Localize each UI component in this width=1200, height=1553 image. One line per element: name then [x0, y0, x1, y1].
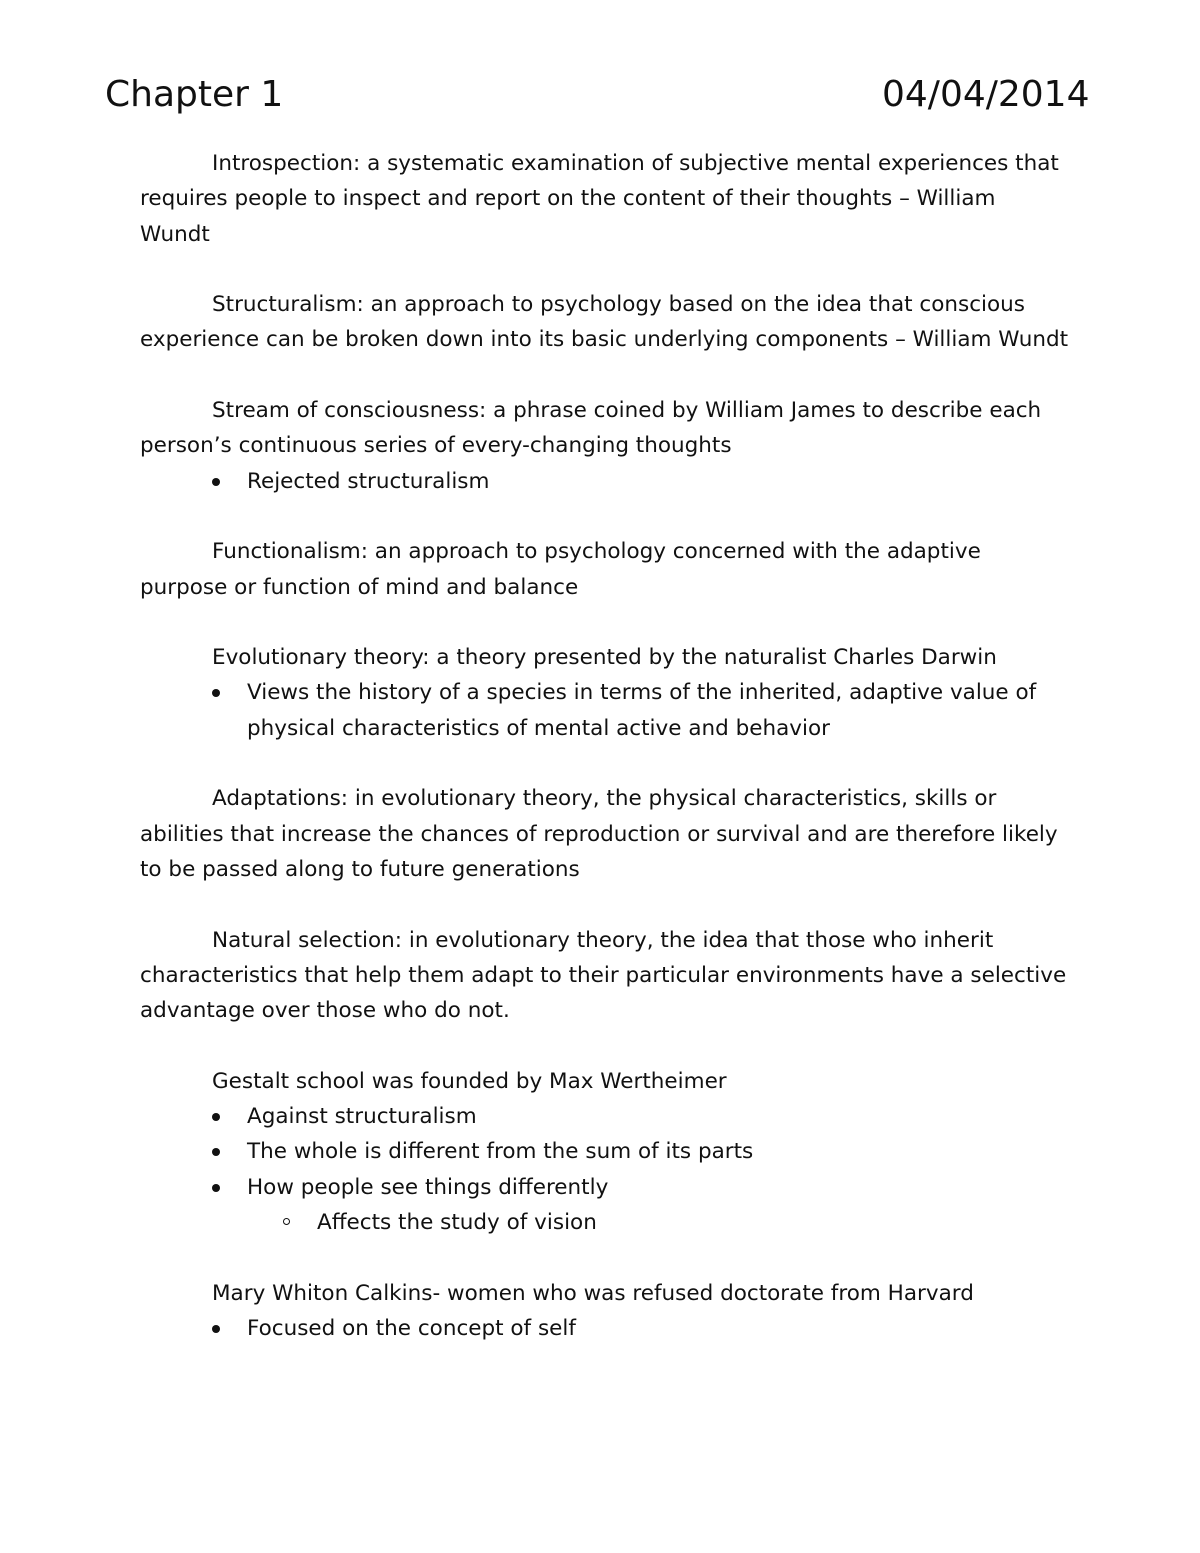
bullet-icon: [212, 478, 220, 486]
empty-line: [140, 1028, 1070, 1063]
empty-line: [140, 358, 1070, 393]
bullet-list: [140, 675, 1070, 746]
note-text: Evolutionary theory: a theory presented by the naturalist Charles Darwin: [212, 645, 997, 671]
list-item-text: Focused on the concept of self: [247, 1315, 576, 1341]
note-text: Mary Whiton Calkins- women who was refused doctorate from Harvard: [212, 1280, 974, 1306]
bullet-icon: [212, 1148, 220, 1156]
note-adaptations: [140, 781, 1070, 887]
list-item-text: Views the history of a species in terms of the inherited, adaptive value of physical characteristics of mental active and behavior: [247, 680, 1037, 741]
note-gestalt: [140, 1064, 1070, 1099]
list-item: [247, 1099, 1070, 1134]
note-text: Structuralism: an approach to psychology based on the idea that conscious experience can be broken down into its basic underlying components – William Wundt: [140, 292, 1069, 353]
list-item-text: How people see things differently: [247, 1174, 609, 1200]
list-item: [317, 1205, 1070, 1240]
list-item-text: Rejected structuralism: [247, 468, 490, 494]
note-text: Natural selection: in evolutionary theory, the idea that those who inherit characteristics that help them adapt to their particular environments have a selective advantage over those who do not.: [140, 927, 1067, 1024]
list-item-text: Against structuralism: [247, 1104, 477, 1130]
empty-line: [140, 605, 1070, 640]
date-label: 04/04/2014: [882, 74, 1090, 115]
list-item: [247, 1170, 1070, 1241]
note-text: Gestalt school was founded by Max Wertheimer: [212, 1068, 727, 1094]
bullet-icon: [212, 689, 220, 697]
bullet-icon: [212, 1325, 220, 1333]
note-stream-of-consciousness: [140, 393, 1070, 464]
note-text: Stream of consciousness: a phrase coined by William James to describe each person’s continuous series of every-changing thoughts: [140, 398, 1042, 459]
empty-line: [140, 746, 1070, 781]
note-text: Introspection: a systematic examination of subjective mental experiences that requires people to inspect and report on the content of their thoughts – William Wundt: [140, 151, 1059, 247]
page-title: Chapter 1: [105, 74, 284, 115]
empty-line: [140, 887, 1070, 922]
list-item: [247, 464, 1070, 499]
note-structuralism: [140, 287, 1070, 358]
bullet-list: [140, 464, 1070, 499]
list-item: [247, 675, 1070, 746]
notes-body: [140, 146, 1070, 1346]
empty-line: [140, 1240, 1070, 1275]
bullet-icon: [212, 1184, 220, 1192]
bullet-list: [140, 1311, 1070, 1346]
empty-line: [140, 499, 1070, 534]
bullet-list: [140, 1099, 1070, 1240]
note-mary-calkins: [140, 1276, 1070, 1311]
list-item: [247, 1134, 1070, 1169]
note-functionalism: [140, 534, 1070, 605]
empty-line: [140, 252, 1070, 287]
note-text: Functionalism: an approach to psychology concerned with the adaptive purpose or function of mind and balance: [140, 539, 981, 600]
note-introspection: [140, 146, 1070, 252]
page-header: [0, 70, 1200, 120]
bullet-icon: [212, 1113, 220, 1121]
list-item: [247, 1311, 1070, 1346]
list-item-text: The whole is different from the sum of its parts: [247, 1139, 754, 1165]
list-item-text: Affects the study of vision: [317, 1209, 597, 1235]
note-text: Adaptations: in evolutionary theory, the physical characteristics, skills or abilities that increase the chances of reproduction or survival and are therefore likely to be passed along to future generations: [140, 786, 1058, 882]
note-natural-selection: [140, 923, 1070, 1029]
hollow-bullet-icon: [283, 1218, 290, 1225]
note-evolutionary-theory: [140, 640, 1070, 675]
sub-bullet-list: [247, 1205, 1070, 1240]
